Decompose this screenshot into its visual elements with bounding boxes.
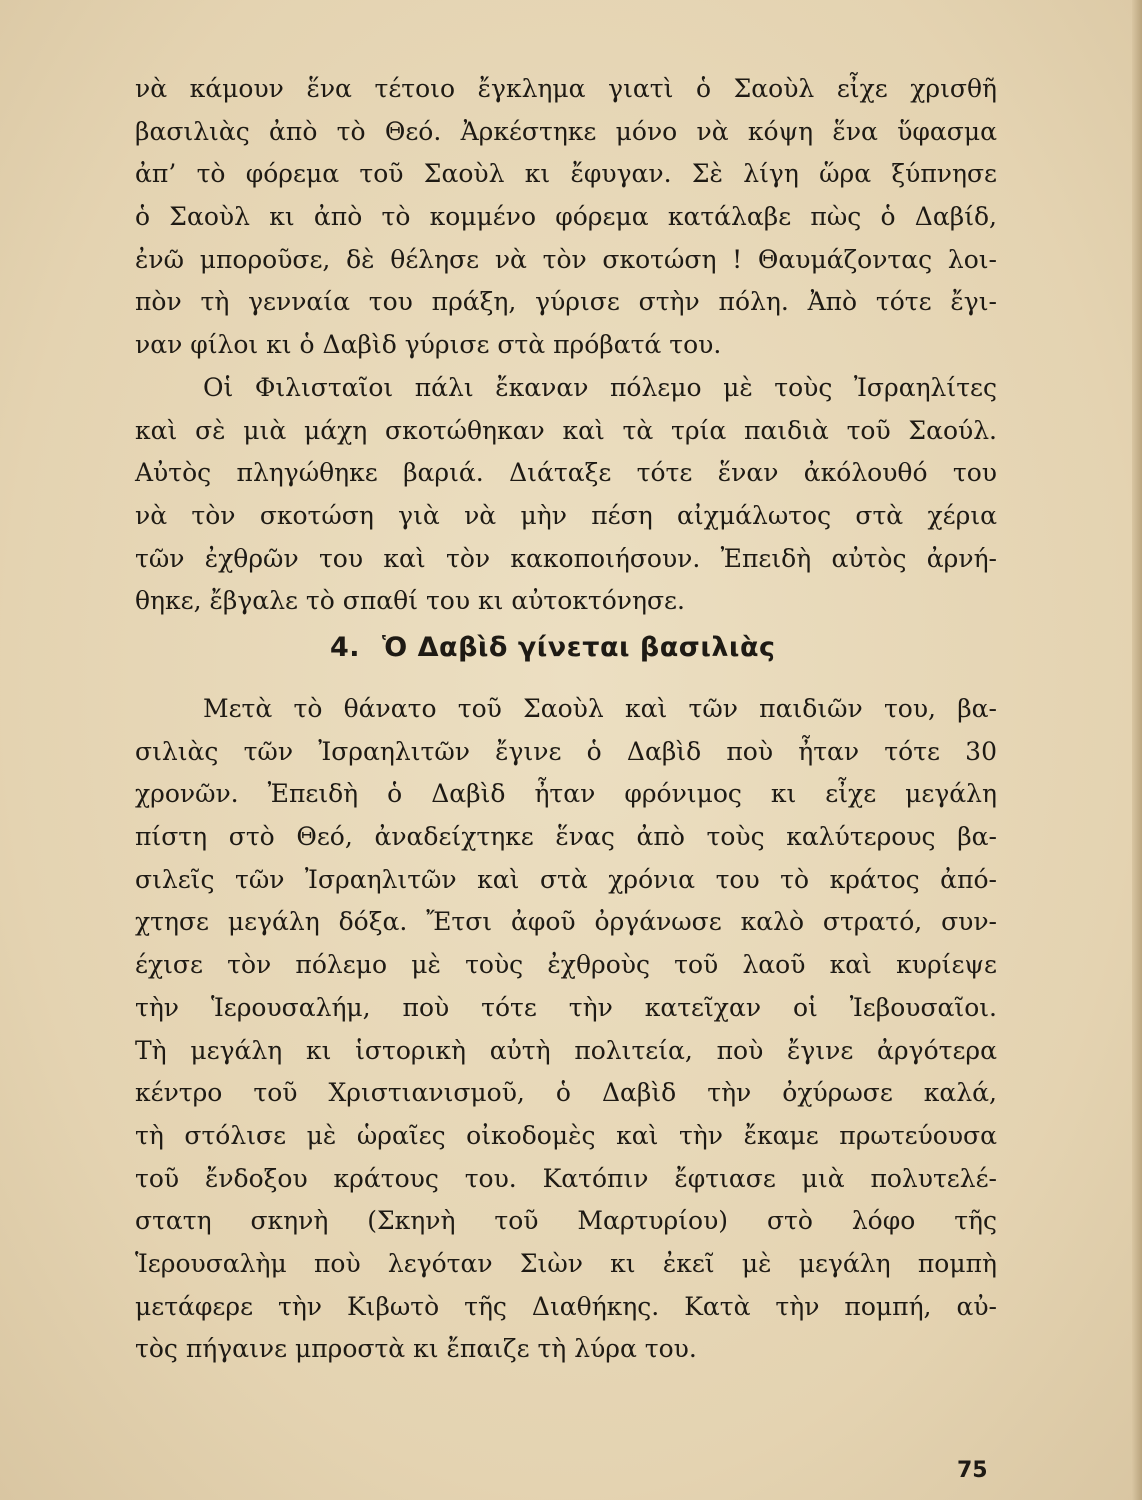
paragraph-3-line: χρονῶν. Ἐπειδὴ ὁ Δαβὶδ ἦταν φρόνιμος κι εἶχε μεγάλη <box>135 779 997 809</box>
page-edge-shadow <box>1132 0 1142 1500</box>
paragraph-2-line: νὰ τὸν σκοτώση γιὰ νὰ μὴν πέση αἰχμάλωτος στὰ χέρια <box>135 500 997 530</box>
paragraph-1-line: ἀπ’ τὸ φόρεμα τοῦ Σαοὺλ κι ἔφυγαν. Σὲ λίγη ὥρα ξύπνησε <box>135 159 997 189</box>
paragraph-3-line: έχισε τὸν πόλεμο μὲ τοὺς ἐχθροὺς τοῦ λαοῦ καὶ κυρίεψε <box>135 950 997 980</box>
paragraph-3-line: πίστη στὸ Θεό, ἀναδείχτηκε ἕνας ἀπὸ τοὺς καλύτερους βα- <box>135 822 997 852</box>
paragraph-3-line: κέντρο τοῦ Χριστιανισμοῦ, ὁ Δαβὶδ τὴν ὀχύρωσε καλά, <box>135 1078 997 1108</box>
paragraph-1-line: νὰ κάμουν ἕνα τέτοιο ἔγκλημα γιατὶ ὁ Σαοὺλ εἶχε χρισθῆ <box>135 74 997 103</box>
paragraph-3-line: χτησε μεγάλη δόξα. Ἔτσι ἀφοῦ ὀργάνωσε καλὸ στρατό, συν- <box>135 907 997 937</box>
paragraph-3-line: τὴ στόλισε μὲ ὡραῖες οἰκοδομὲς καὶ τὴν ἔκαμε πρωτεύουσα <box>135 1120 997 1150</box>
paragraph-1-line: ἐνῶ μποροῦσε, δὲ θέλησε νὰ τὸν σκοτώση ! Θαυμάζοντας λοι- <box>135 244 997 274</box>
paragraph-1-line: βασιλιὰς ἀπὸ τὸ Θεό. Ἀρκέστηκε μόνο νὰ κόψη ἕνα ὕφασμα <box>135 116 997 146</box>
paragraph-1-line: πὸν τὴ γενναία του πράξη, γύρισε στὴν πόλη. Ἀπὸ τότε ἔγι- <box>135 287 997 317</box>
section-number: 4. <box>330 632 361 663</box>
paragraph-3-line: τοῦ ἔνδοξου κράτους του. Κατόπιν ἔφτιασε μιὰ πολυτελέ- <box>135 1163 997 1193</box>
paragraph-2-line: καὶ σὲ μιὰ μάχη σκοτώθηκαν καὶ τὰ τρία παιδιὰ τοῦ Σαούλ. <box>135 415 997 445</box>
paragraph-3-line: Μετὰ τὸ θάνατο τοῦ Σαοὺλ καὶ τῶν παιδιῶν του, βα- <box>203 694 997 723</box>
paragraph-3-line: στατη σκηνὴ (Σκηνὴ τοῦ Μαρτυρίου) στὸ λόφο τῆς <box>135 1206 997 1236</box>
paragraph-2-line: Αὐτὸς πληγώθηκε βαριά. Διάταξε τότε ἕναν ἀκόλουθό του <box>135 458 997 488</box>
paragraph-1-line: ναν φίλοι κι ὁ Δαβὶδ γύρισε στὰ πρόβατά του. <box>135 330 722 360</box>
paragraph-3-line: Ἱερουσαλὴμ ποὺ λεγόταν Σιὼν κι ἐκεῖ μὲ μεγάλη πομπὴ <box>135 1248 997 1278</box>
paragraph-1-line: ὁ Σαοὺλ κι ἀπὸ τὸ κομμένο φόρεμα κατάλαβε πὼς ὁ Δαβίδ, <box>135 202 997 232</box>
paragraph-3-line: Τὴ μεγάλη κι ἱστορικὴ αὐτὴ πολιτεία, ποὺ ἔγινε ἀργότερα <box>135 1035 997 1065</box>
paragraph-3-line: τὸς πήγαινε μπροστὰ κι ἔπαιζε τὴ λύρα του. <box>135 1334 697 1364</box>
page-number: 75 <box>957 1458 988 1483</box>
paragraph-2-line: τῶν ἐχθρῶν του καὶ τὸν κακοποιήσουν. Ἐπειδὴ αὐτὸς ἀρνή- <box>135 543 997 573</box>
paragraph-3-line: μετάφερε τὴν Κιβωτὸ τῆς Διαθήκης. Κατὰ τὴν πομπή, αὐ- <box>135 1291 997 1321</box>
paragraph-3-line: σιλεῖς τῶν Ἰσραηλιτῶν καὶ στὰ χρόνια του τὸ κράτος ἀπό- <box>135 864 997 894</box>
paragraph-3-line: τὴν Ἱερουσαλήμ, ποὺ τότε τὴν κατεῖχαν οἱ Ἰεβουσαῖοι. <box>135 992 997 1022</box>
section-heading <box>330 632 776 663</box>
paragraph-2-line: θηκε, ἔβγαλε τὸ σπαθί του κι αὐτοκτόνησε. <box>135 586 685 616</box>
section-title: Ὁ Δαβὶδ γίνεται βασιλιὰς <box>382 632 776 663</box>
upper-text-block <box>135 68 997 623</box>
paragraph-3-line: σιλιὰς τῶν Ἰσραηλιτῶν ἔγινε ὁ Δαβὶδ ποὺ ἦταν τότε 30 <box>135 736 997 766</box>
paragraph-2-line: Οἱ Φιλισταῖοι πάλι ἔκαναν πόλεμο μὲ τοὺς Ἰσραηλίτες <box>203 372 997 402</box>
lower-text-block <box>135 688 997 1371</box>
